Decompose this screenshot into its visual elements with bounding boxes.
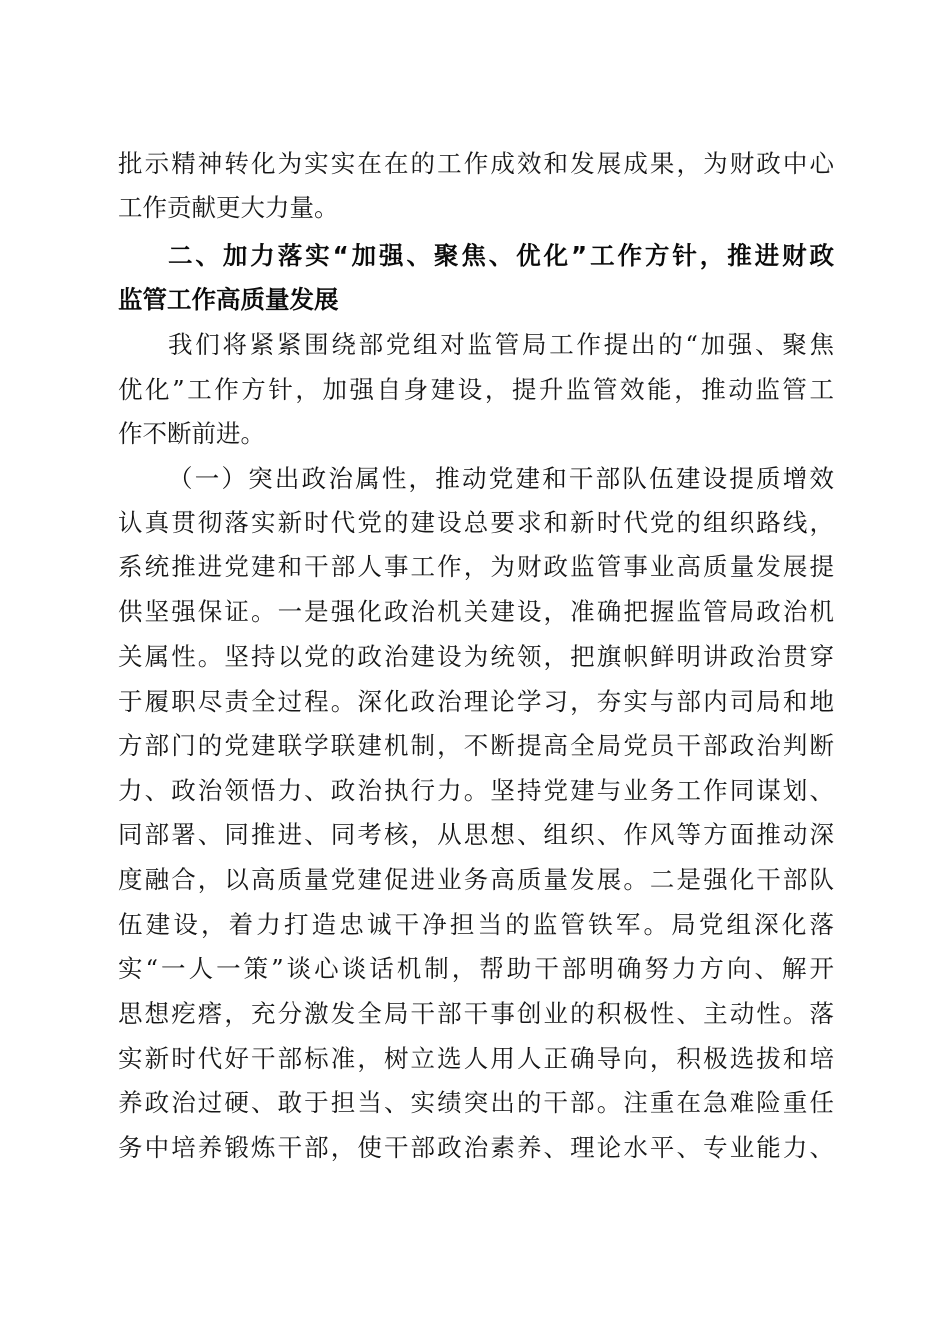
section-heading: 二、加力落实“加强、聚焦、优化”工作方针，推进财政 <box>168 241 834 270</box>
text-line: 关属性。坚持以党的政治建设为统领，把旗帜鲜明讲政治贯穿 <box>118 642 834 671</box>
text-line: 实“一人一策”谈心谈话机制，帮助干部明确努力方向、解开 <box>118 954 834 983</box>
subsection-heading: （一）突出政治属性，推动党建和干部队伍建设提质增效 <box>168 464 834 493</box>
text-line: 同部署、同推进、同考核，从思想、组织、作风等方面推动深 <box>118 820 834 849</box>
text-line: 优化”工作方针，加强自身建设，提升监管效能，推动监管工 <box>118 375 834 404</box>
text-line: 伍建设，着力打造忠诚干净担当的监管铁军。局党组深化落 <box>118 910 834 939</box>
text-line: 方部门的党建联学联建机制，不断提高全局党员干部政治判断 <box>118 731 834 760</box>
text-line: 度融合，以高质量党建促进业务高质量发展。二是强化干部队 <box>118 865 834 894</box>
text-line: 认真贯彻落实新时代党的建设总要求和新时代党的组织路线， <box>118 508 834 537</box>
section-heading: 监管工作高质量发展 <box>118 285 339 314</box>
text-line: 于履职尽责全过程。深化政治理论学习，夯实与部内司局和地 <box>118 687 834 716</box>
text-line: 批示精神转化为实实在在的工作成效和发展成果，为财政中心 <box>118 149 834 178</box>
text-line: 务中培养锻炼干部，使干部政治素养、理论水平、专业能力、 <box>118 1133 834 1162</box>
text-line: 实新时代好干部标准，树立选人用人正确导向，积极选拔和培 <box>118 1044 834 1073</box>
text-line: 我们将紧紧围绕部党组对监管局工作提出的“加强、聚焦 <box>168 330 834 359</box>
text-line: 养政治过硬、敢于担当、实绩突出的干部。注重在急难险重任 <box>118 1088 834 1117</box>
text-line: 工作贡献更大力量。 <box>118 193 339 222</box>
text-line: 系统推进党建和干部人事工作，为财政监管事业高质量发展提 <box>118 552 834 581</box>
text-line: 思想疙瘩，充分激发全局干部干事创业的积极性、主动性。落 <box>118 999 834 1028</box>
text-line: 力、政治领悟力、政治执行力。坚持党建与业务工作同谋划、 <box>118 776 834 805</box>
text-line: 作不断前进。 <box>118 419 265 448</box>
text-line: 供坚强保证。一是强化政治机关建设，准确把握监管局政治机 <box>118 597 834 626</box>
